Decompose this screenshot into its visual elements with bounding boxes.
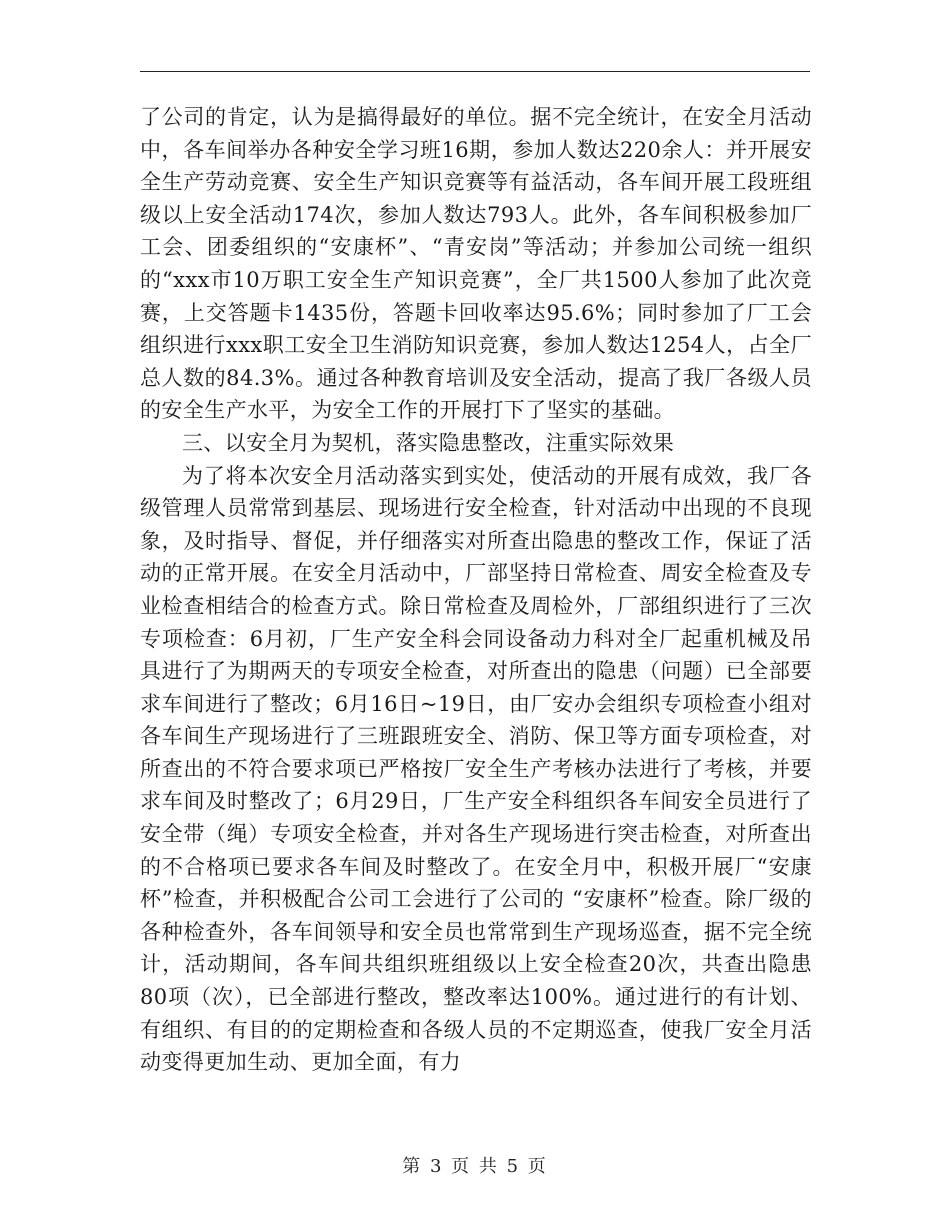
page-number: 第 3 页 共 5 页	[402, 1156, 548, 1177]
header-divider	[140, 71, 810, 72]
paragraph-continuation: 了公司的肯定，认为是搞得最好的单位。据不完全统计，在安全月活动中，各车间举办各种安全学习班16期，参加人数达220余人：并开展安全生产劳动竞赛、安全生产知识竞赛等有益活动，各车间开展工段班组级以上安全活动174次，参加人数达793人。此外，各车间积极参加厂工会、团委组织的“安康杯”、“青安岗”等活动；并参加公司统一组织的“xxx市10万职工安全生产知识竞赛”，全厂共1500人参加了此次竞赛，上交答题卡1435份，答题卡回收率达95.6%；同时参加了厂工会组织进行xxx职工安全卫生消防知识竞赛，参加人数达1254人，占全厂总人数的84.3%。通过各种教育培训及安全活动，提高了我厂各级人员的安全生产水平，为安全工作的开展打下了坚实的基础。	[140, 105, 812, 423]
section-heading: 三、以安全月为契机，落实隐患整改，注重实际效果	[182, 430, 675, 455]
paragraph-inspection: 为了将本次安全月活动落实到实处，使活动的开展有成效，我厂各级管理人员常常到基层、现场进行安全检查，针对活动中出现的不良现象，及时指导、督促，并仔细落实对所查出隐患的整改工作，保证了活动的正常开展。在安全月活动中，厂部坚持日常检查、周安全检查及专业检查相结合的检查方式。除日常检查及周检外，厂部组织进行了三次专项检查：6月初，厂生产安全科会同设备动力科对全厂起重机械及吊具进行了为期两天的专项安全检查，对所查出的隐患（问题）已全部要求车间进行了整改；6月16日~19日，由厂安办会组织专项检查小组对各车间生产现场进行了三班跟班安全、消防、保卫等方面专项检查，对所查出的不符合要求项已严格按厂安全生产考核办法进行了考核，并要求车间及时整改了；6月29日，厂生产安全科组织各车间安全员进行了安全带（绳）专项安全检查，并对各生产现场进行突击检查，对所查出的不合格项已要求各车间及时整改了。在安全月中，积极开展厂“安康杯”检查，并积极配合公司工会进行了公司的 “安康杯”检查。除厂级的各种检查外，各车间领导和安全员也常常到生产现场巡查，据不完全统计，活动期间，各车间共组织班组级以上安全检查20次，共查出隐患80项（次），已全部进行整改，整改率达100%。通过进行的有计划、有组织、有目的的定期检查和各级人员的不定期巡查，使我厂安全月活动变得更加生动、更加全面，有力	[140, 463, 812, 1075]
document-body	[140, 101, 812, 1079]
